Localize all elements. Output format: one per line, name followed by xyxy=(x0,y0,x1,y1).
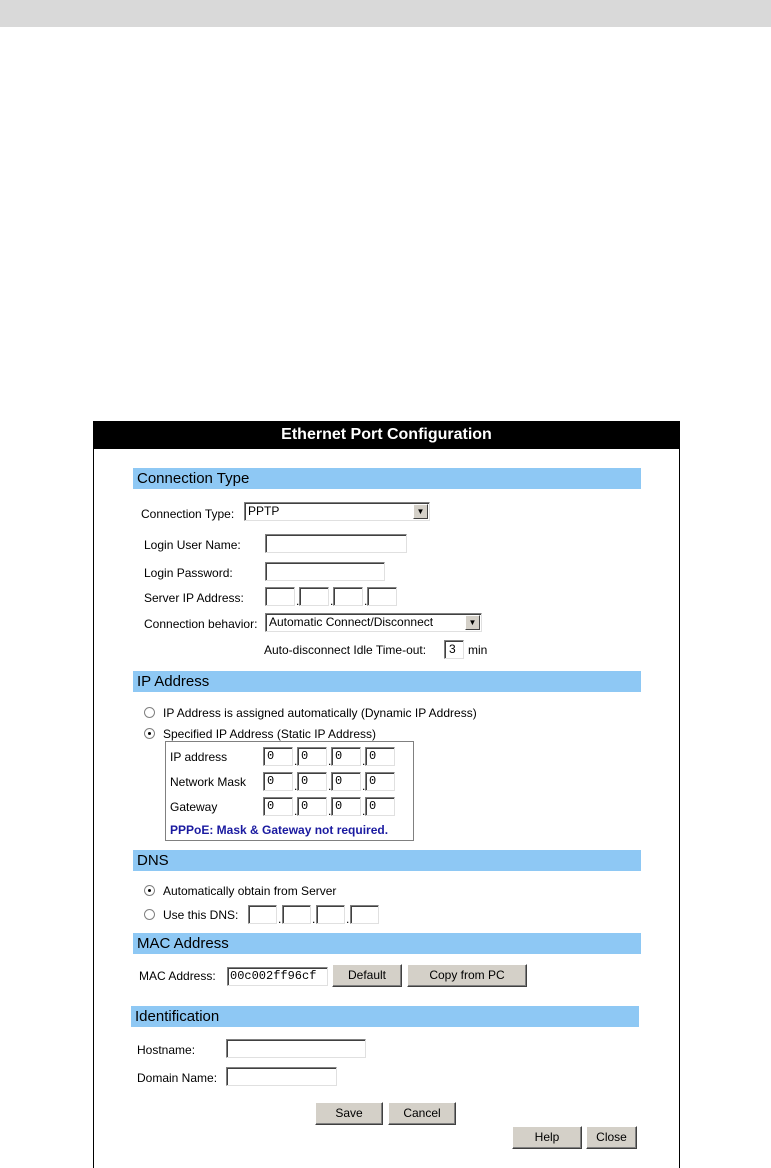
dns-octet-2[interactable] xyxy=(282,905,311,924)
connection-behavior-value: Automatic Connect/Disconnect xyxy=(269,615,434,629)
help-button[interactable]: Help xyxy=(512,1126,582,1149)
gateway-octet-2[interactable]: 0 xyxy=(297,797,327,816)
domain-name-input[interactable] xyxy=(226,1067,337,1086)
ip-octet-1[interactable]: 0 xyxy=(263,747,293,766)
chevron-down-icon[interactable]: ▼ xyxy=(465,615,480,630)
connection-behavior-select[interactable] xyxy=(265,613,482,632)
login-password-input[interactable] xyxy=(265,562,385,581)
dns-octet-3[interactable] xyxy=(316,905,345,924)
ip-static-label[interactable]: Specified IP Address (Static IP Address) xyxy=(163,727,376,741)
pppoe-note: PPPoE: Mask & Gateway not required. xyxy=(170,823,389,837)
mask-octet-3[interactable]: 0 xyxy=(331,772,361,791)
connection-type-label: Connection Type: xyxy=(141,507,235,521)
idle-timeout-unit: min xyxy=(468,643,488,657)
mac-address-input[interactable]: 00c002ff96cf xyxy=(227,967,328,986)
idle-timeout-input[interactable]: 3 xyxy=(444,640,464,659)
ip-dynamic-radio[interactable] xyxy=(144,707,155,718)
cancel-button[interactable]: Cancel xyxy=(388,1102,456,1125)
hostname-label: Hostname: xyxy=(137,1043,196,1057)
network-mask-label: Network Mask xyxy=(170,775,247,789)
save-button[interactable]: Save xyxy=(315,1102,383,1125)
connection-behavior-label: Connection behavior: xyxy=(144,617,258,631)
top-bar xyxy=(0,0,771,27)
mask-octet-4[interactable]: 0 xyxy=(365,772,395,791)
section-ip-address: IP Address xyxy=(133,671,641,692)
ip-dynamic-label[interactable]: IP Address is assigned automatically (Dynamic IP Address) xyxy=(163,706,477,720)
idle-timeout-label: Auto-disconnect Idle Time-out: xyxy=(264,643,427,657)
server-ip-octet-1[interactable] xyxy=(265,587,295,606)
hostname-input[interactable] xyxy=(226,1039,366,1058)
ip-address-label: IP address xyxy=(170,750,228,764)
server-ip-octet-4[interactable] xyxy=(367,587,397,606)
chevron-down-icon[interactable]: ▼ xyxy=(413,504,428,519)
ip-octet-2[interactable]: 0 xyxy=(297,747,327,766)
dns-octet-1[interactable] xyxy=(248,905,277,924)
mask-octet-2[interactable]: 0 xyxy=(297,772,327,791)
gateway-octet-1[interactable]: 0 xyxy=(263,797,293,816)
dns-manual-label[interactable]: Use this DNS: xyxy=(163,908,239,922)
dns-auto-label[interactable]: Automatically obtain from Server xyxy=(163,884,337,898)
panel-title: Ethernet Port Configuration xyxy=(94,421,679,449)
section-connection-type: Connection Type xyxy=(133,468,641,489)
section-mac-address: MAC Address xyxy=(133,933,641,954)
login-user-label: Login User Name: xyxy=(144,538,241,552)
login-password-label: Login Password: xyxy=(144,566,233,580)
ip-static-radio[interactable] xyxy=(144,728,155,739)
default-button[interactable]: Default xyxy=(332,964,402,987)
section-identification: Identification xyxy=(131,1006,639,1027)
login-user-input[interactable] xyxy=(265,534,407,553)
gateway-octet-4[interactable]: 0 xyxy=(365,797,395,816)
dns-manual-radio[interactable] xyxy=(144,909,155,920)
gateway-label: Gateway xyxy=(170,800,218,814)
server-ip-octet-2[interactable] xyxy=(299,587,329,606)
server-ip-label: Server IP Address: xyxy=(144,591,244,605)
copy-from-pc-button[interactable]: Copy from PC xyxy=(407,964,527,987)
server-ip-octet-3[interactable] xyxy=(333,587,363,606)
domain-name-label: Domain Name: xyxy=(137,1071,218,1085)
mask-octet-1[interactable]: 0 xyxy=(263,772,293,791)
connection-type-select[interactable] xyxy=(244,502,430,521)
section-dns: DNS xyxy=(133,850,641,871)
connection-type-value: PPTP xyxy=(248,504,280,518)
dns-auto-radio[interactable] xyxy=(144,885,155,896)
ip-octet-3[interactable]: 0 xyxy=(331,747,361,766)
close-button[interactable]: Close xyxy=(586,1126,637,1149)
gateway-octet-3[interactable]: 0 xyxy=(331,797,361,816)
dns-octet-4[interactable] xyxy=(350,905,379,924)
ip-octet-4[interactable]: 0 xyxy=(365,747,395,766)
mac-address-label: MAC Address: xyxy=(139,969,216,983)
